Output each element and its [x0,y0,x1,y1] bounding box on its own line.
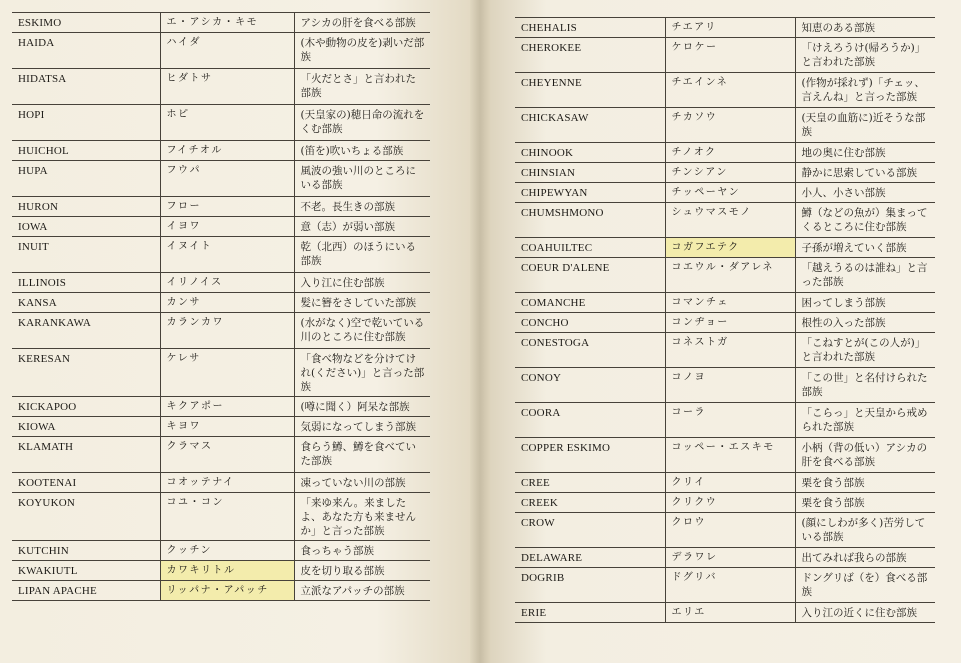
tribe-meaning: 「こねすとが(この人が)」と言われた部族 [795,333,935,368]
tribe-kana: ケレサ [160,349,294,397]
tribe-kana: ハイダ [160,33,294,69]
tribe-kana: クリイ [665,473,795,493]
tribe-meaning: 「来ゆ来ん。来ましたよ、あなた方も来ませんか」と言った部族 [294,493,430,541]
tribe-name: KICKAPOO [12,397,160,417]
tribe-name: KOYUKON [12,493,160,541]
table-row [515,238,935,258]
table-row [12,161,430,197]
tribe-meaning: 栗を食う部族 [795,493,935,513]
tribe-meaning: 入り江に住む部族 [294,273,430,293]
tribe-meaning: 立派なアパッチの部族 [294,581,430,601]
table-row [12,313,430,349]
tribe-kana: イヨワ [160,217,294,237]
table-row [515,258,935,293]
tribe-meaning: 食らう鱒、鱒を食べていた部族 [294,437,430,473]
tribe-name: CHIPEWYAN [515,183,665,203]
table-row [515,313,935,333]
tribe-kana: チエアリ [665,18,795,38]
tribe-name: KOOTENAI [12,473,160,493]
tribe-name: ESKIMO [12,13,160,33]
right-page [490,0,961,663]
table-row [12,141,430,161]
tribe-meaning: 子孫が増えていく部族 [795,238,935,258]
tribe-meaning: 乾（北西）のほうにいる部族 [294,237,430,273]
tribe-kana: シュウマスモノ [665,203,795,238]
tribe-kana: フロー [160,197,294,217]
tribe-meaning: 「火だとさ」と言われた部族 [294,69,430,105]
tribe-meaning: 「越えうるのは誰ね」と言った部族 [795,258,935,293]
tribe-meaning: 皮を切り取る部族 [294,561,430,581]
tribe-name: LIPAN APACHE [12,581,160,601]
tribe-kana: デラワレ [665,548,795,568]
tribe-name: KLAMATH [12,437,160,473]
tribe-name: CREE [515,473,665,493]
tribe-kana: リッパナ・アパッチ [160,581,294,601]
table-row [515,203,935,238]
tribe-kana: コエウル・ダアレネ [665,258,795,293]
table-row [515,143,935,163]
table-row [12,33,430,69]
tribe-name: COMANCHE [515,293,665,313]
table-row [515,493,935,513]
table-row [515,548,935,568]
tribe-meaning: (作物が採れず)「チェッ、言えんね」と言った部族 [795,73,935,108]
tribe-name: KUTCHIN [12,541,160,561]
tribe-name: INUIT [12,237,160,273]
tribe-name: ILLINOIS [12,273,160,293]
tribe-kana: ホピ [160,105,294,141]
tribe-name: IOWA [12,217,160,237]
table-row [515,513,935,548]
tribe-kana: キヨワ [160,417,294,437]
table-row [515,183,935,203]
table-row [12,237,430,273]
book-gutter [470,0,490,663]
table-row [12,541,430,561]
table-row [515,568,935,603]
tribe-name: CHEHALIS [515,18,665,38]
tribe-meaning: 不老。長生きの部族 [294,197,430,217]
table-row [12,397,430,417]
tribe-meaning: 「こらっ」と天皇から戒められた部族 [795,403,935,438]
tribe-name: HOPI [12,105,160,141]
tribe-name: CONCHO [515,313,665,333]
table-row [515,38,935,73]
tribe-meaning: 出てみれば我らの部族 [795,548,935,568]
tribe-kana: フイチオル [160,141,294,161]
tribe-meaning: 風波の強い川のところにいる部族 [294,161,430,197]
tribe-meaning: (天皇の血筋に)近そうな部族 [795,108,935,143]
tribe-name: CROW [515,513,665,548]
table-row [515,18,935,38]
tribe-name: CHINSIAN [515,163,665,183]
table-row [12,217,430,237]
table-row [515,438,935,473]
tribe-name: COEUR D'ALENE [515,258,665,293]
tribe-meaning: (天皇家の)穂日命の流れをくむ部族 [294,105,430,141]
tribe-name: COPPER ESKIMO [515,438,665,473]
table-row [12,105,430,141]
tribe-name: CHICKASAW [515,108,665,143]
tribe-meaning: 栗を食う部族 [795,473,935,493]
tribe-name: CHEYENNE [515,73,665,108]
tribe-name: COAHUILTEC [515,238,665,258]
tribe-meaning: (噂に聞く）阿呆な部族 [294,397,430,417]
tribe-meaning: 「この世」と名付けられた部族 [795,368,935,403]
table-row [515,73,935,108]
tribe-kana: チエインネ [665,73,795,108]
tribe-name: CHUMSHMONO [515,203,665,238]
tribe-meaning: 意（志）が弱い部族 [294,217,430,237]
table-row [12,561,430,581]
tribe-kana: クラマス [160,437,294,473]
tribe-kana: クリクウ [665,493,795,513]
tribe-name: KWAKIUTL [12,561,160,581]
table-row [12,293,430,313]
tribe-kana: カワキリトル [160,561,294,581]
table-row [12,273,430,293]
tribe-name: CHEROKEE [515,38,665,73]
tribe-meaning: 髪に簪をさしていた部族 [294,293,430,313]
tribe-name: HUPA [12,161,160,197]
tribe-meaning: 「けえろうけ(帰ろうか)」と言われた部族 [795,38,935,73]
tribe-kana: フウパ [160,161,294,197]
tribe-kana: コネストガ [665,333,795,368]
tribe-kana: チッペーヤン [665,183,795,203]
tribe-meaning: 根性の入った部族 [795,313,935,333]
tribe-name: ERIE [515,603,665,623]
tribe-kana: エ・アシカ・キモ [160,13,294,33]
tribe-kana: カランカワ [160,313,294,349]
table-row [515,108,935,143]
tribe-name: HAIDA [12,33,160,69]
tribe-name: KARANKAWA [12,313,160,349]
table-row [12,417,430,437]
tribe-meaning: アシカの肝を食べる部族 [294,13,430,33]
tribe-name: HURON [12,197,160,217]
tribe-name: DOGRIB [515,568,665,603]
tribe-meaning: (水がなく)空で乾いている川のところに住む部族 [294,313,430,349]
tribe-kana: イヌイト [160,237,294,273]
tribe-table-right [515,17,935,623]
table-row [515,603,935,623]
tribe-name: CONOY [515,368,665,403]
tribe-name: CHINOOK [515,143,665,163]
tribe-meaning: (木や動物の皮を)剥いだ部族 [294,33,430,69]
tribe-meaning: 気弱になってしまう部族 [294,417,430,437]
table-row [12,349,430,397]
tribe-meaning: 小人、小さい部族 [795,183,935,203]
tribe-kana: コノヨ [665,368,795,403]
tribe-kana: カンサ [160,293,294,313]
tribe-meaning: 地の奥に住む部族 [795,143,935,163]
tribe-kana: コンヂョー [665,313,795,333]
tribe-table-left [12,12,430,601]
tribe-meaning: 小柄（背の低い）アシカの肝を食べる部族 [795,438,935,473]
tribe-kana: コッペー・エスキモ [665,438,795,473]
tribe-meaning: 「食べ物などを分けてけれ(ください)」と言った部族 [294,349,430,397]
tribe-kana: イリノイス [160,273,294,293]
tribe-kana: エリエ [665,603,795,623]
table-row [515,333,935,368]
table-row [12,581,430,601]
tribe-kana: クッチン [160,541,294,561]
tribe-name: CREEK [515,493,665,513]
table-row [515,163,935,183]
tribe-kana: コガフエテク [665,238,795,258]
tribe-meaning: 困ってしまう部族 [795,293,935,313]
left-page [0,0,470,663]
tribe-name: COORA [515,403,665,438]
table-row [12,473,430,493]
tribe-meaning: (顔にしわが多く)苦労している部族 [795,513,935,548]
tribe-meaning: (笛を)吹いちょる部族 [294,141,430,161]
tribe-meaning: 入り江の近くに住む部族 [795,603,935,623]
tribe-meaning: 静かに思索している部族 [795,163,935,183]
tribe-name: KERESAN [12,349,160,397]
tribe-kana: コユ・コン [160,493,294,541]
tribe-name: CONESTOGA [515,333,665,368]
tribe-kana: コーラ [665,403,795,438]
table-row [515,473,935,493]
tribe-meaning: 知恵のある部族 [795,18,935,38]
tribe-name: DELAWARE [515,548,665,568]
table-row [515,403,935,438]
tribe-kana: コマンチェ [665,293,795,313]
table-row [12,437,430,473]
tribe-kana: コオッテナイ [160,473,294,493]
table-row [515,293,935,313]
tribe-kana: ヒダトサ [160,69,294,105]
tribe-name: KIOWA [12,417,160,437]
tribe-name: HUICHOL [12,141,160,161]
tribe-meaning: ドングリば（を）食べる部族 [795,568,935,603]
table-row [12,493,430,541]
tribe-name: HIDATSA [12,69,160,105]
table-row [12,13,430,33]
table-row [515,368,935,403]
table-row [12,197,430,217]
tribe-meaning: 凍っていない川の部族 [294,473,430,493]
tribe-meaning: 鱒（などの魚が）集まってくるところに住む部族 [795,203,935,238]
tribe-meaning: 食っちゃう部族 [294,541,430,561]
tribe-kana: チンシアン [665,163,795,183]
tribe-kana: チノオク [665,143,795,163]
tribe-kana: ケロケー [665,38,795,73]
tribe-kana: チカソウ [665,108,795,143]
tribe-kana: キクアポー [160,397,294,417]
tribe-name: KANSA [12,293,160,313]
tribe-kana: クロウ [665,513,795,548]
table-row [12,69,430,105]
tribe-kana: ドグリバ [665,568,795,603]
